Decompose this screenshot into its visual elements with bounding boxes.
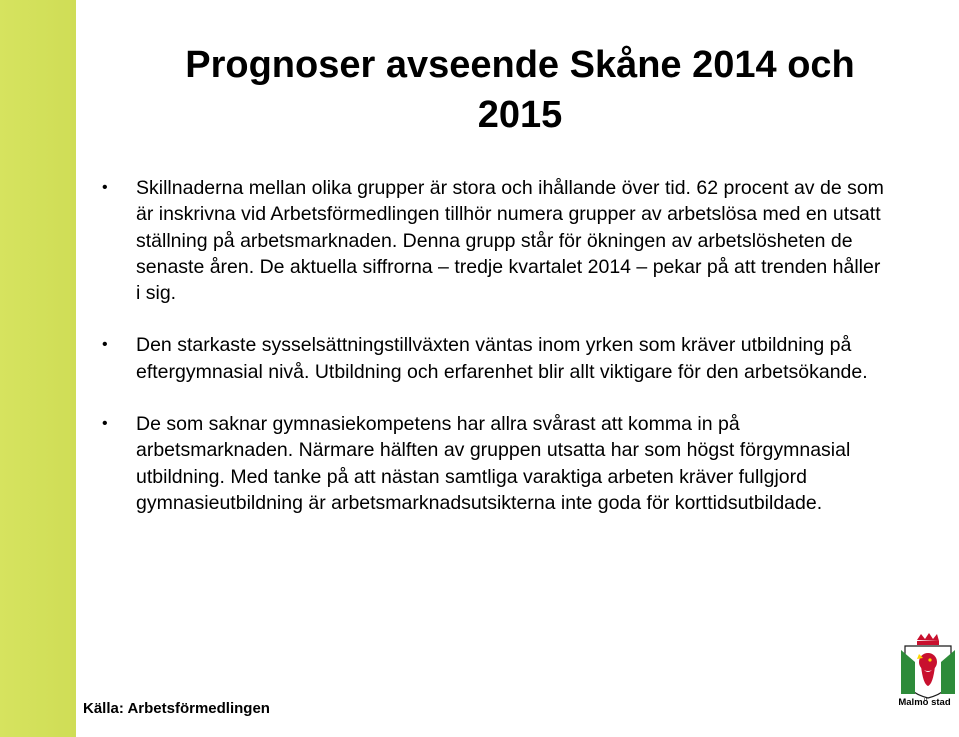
bullet-dot-icon: • [102,179,108,196]
slide-title-line-2: 2015 [477,94,563,136]
slide-title-line-1: Prognoser avseende Skåne 2014 och [185,44,855,86]
bullet-item [96,332,886,385]
bullet-list [96,175,886,542]
bullet-dot-icon: • [102,336,108,354]
side-accent-bar [0,0,76,737]
bullet-text: De som saknar gymnasiekompetens har allra svårast att komma in på arbetsmarknaden. Närmare hälften av gruppen utsatta har som högst förgymnasial utbildning. Med tanke på att nästan samtliga varaktiga arbeten kräver fullgjord gymnasieutbildning är arbetsmarknadsutsikterna inte goda för korttidsutbildade. [136,413,851,514]
slide-title [120,40,920,140]
source-caption: Källa: Arbetsförmedlingen [83,700,270,717]
bullet-dot-icon: • [102,415,108,433]
bullet-text: Skillnaderna mellan olika grupper är stora och ihållande över tid. 62 procent av de som är inskrivna vid Arbetsförmedlingen tillhör numera grupper av arbetslösa med en utsatt ställning på arbetsmarknaden. Denna grupp står för ökningen av arbetslösheten de senaste åren. De aktuella siffrorna – tredje kvartalet 2014 – pekar på att trenden håller i sig. [136,177,884,305]
bullet-item [96,175,886,306]
logo-label: Malmö stad [898,697,951,708]
bullet-item [96,411,886,516]
bullet-text: Den starkaste sysselsättningstillväxten väntas inom yrken som kräver utbildning på eftergymnasial nivå. Utbildning och erfarenhet blir allt viktigare för den arbetsökande. [136,334,868,383]
